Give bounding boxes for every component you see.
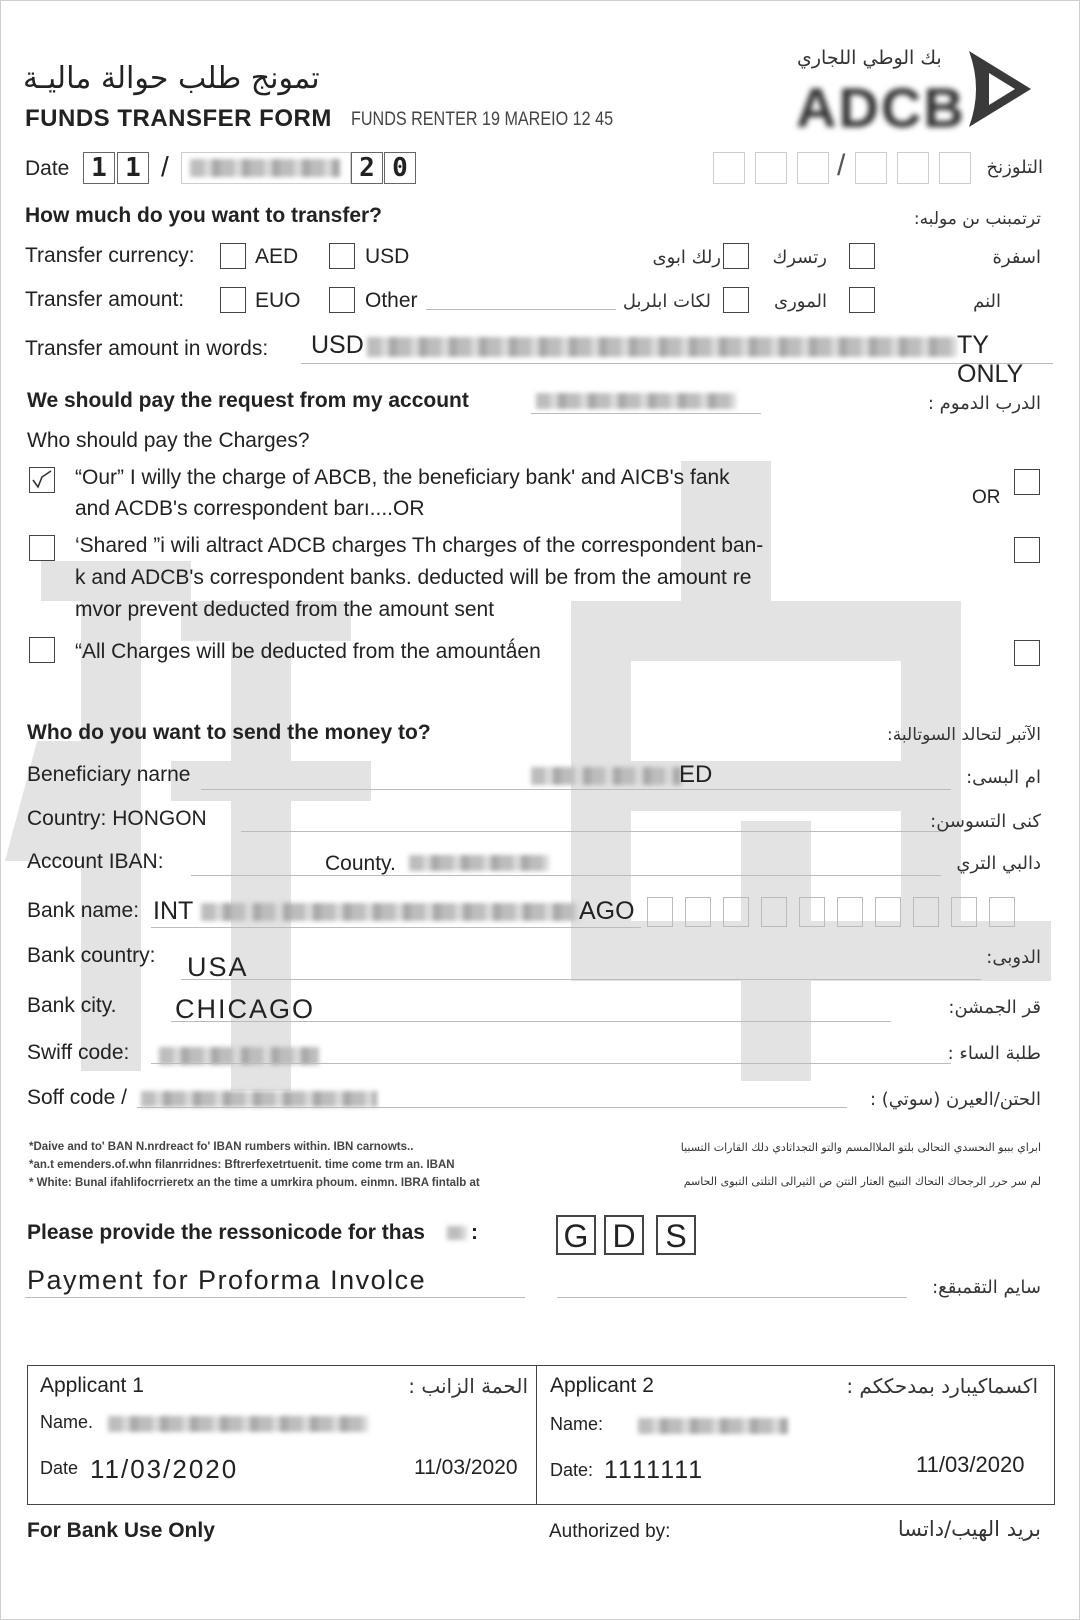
- checkbox-ar-4[interactable]: [849, 287, 875, 313]
- note-en-3: * White: Bunal ifahlifocrrieretx an the time a umrkira phoum. einmn. IBRA fintalb at: [29, 1177, 480, 1189]
- beneficiary-name-visible: ED: [679, 761, 713, 788]
- watermark-shape: [741, 821, 811, 1081]
- reason-code-letter-2[interactable]: D: [604, 1215, 644, 1255]
- charges-question: Who should pay the Charges?: [27, 429, 310, 452]
- beneficiary-name-redacted: [531, 767, 681, 785]
- option-other: Other: [365, 289, 418, 312]
- date-year-digit-2[interactable]: 0: [384, 152, 416, 184]
- reason-code-label: Please provide the ressonicode for thas: [27, 1221, 425, 1244]
- beneficiary-question-arabic: الآتبر لتحالد السوتالبة:: [887, 725, 1041, 745]
- sort-code-line: [137, 1107, 847, 1108]
- beneficiary-name-arabic: ام البسى:: [966, 767, 1041, 788]
- swift-code-arabic: طلبة الساء :: [947, 1043, 1041, 1064]
- applicants-divider: [536, 1366, 537, 1504]
- bank-city-arabic: قر الجمشن:: [948, 997, 1041, 1018]
- option-arabic: المورى: [774, 291, 827, 312]
- option-arabic: رلك ابوى: [652, 247, 721, 268]
- bank-country-label: Bank country:: [27, 944, 156, 967]
- beneficiary-question: Who do you want to send the money to?: [27, 721, 431, 744]
- charges-all-line1: “All Charges will be deducted from the amountǻen: [75, 640, 541, 663]
- date-label: Date: [25, 157, 70, 180]
- ar-date-box: [939, 152, 971, 184]
- applicant-1-title: Applicant 1: [40, 1374, 144, 1397]
- country-label: Country: HONGON: [27, 807, 207, 830]
- bank-country-value: USA: [187, 952, 249, 982]
- ar-date-separator: /: [837, 149, 846, 182]
- checkbox-other[interactable]: [329, 287, 355, 313]
- bank-name-line: [151, 927, 641, 928]
- option-usd: USD: [365, 245, 410, 268]
- date-year-digit-1[interactable]: 2: [351, 152, 383, 184]
- applicant-1-date-value[interactable]: 11/03/2020: [90, 1454, 239, 1484]
- note-ar-1: ابراي بببو النحسدي التحالى بلتو الملاالمسم والتو التجداثادي دلك القارات التسبيا: [680, 1141, 1041, 1154]
- beneficiary-name-line: [201, 789, 951, 790]
- checkbox-charges-our[interactable]: [29, 467, 55, 493]
- adcb-logo: [791, 45, 1041, 139]
- checkbox-usd[interactable]: [329, 243, 355, 269]
- account-line: [531, 413, 761, 414]
- applicant-1-name-redacted: [108, 1416, 368, 1432]
- checkbox-charges-shared-ar[interactable]: [1014, 537, 1040, 563]
- iban-arabic: دالبي التري: [956, 853, 1041, 874]
- checkbox-charges-all[interactable]: [29, 637, 55, 663]
- bank-name-redacted: [201, 903, 581, 921]
- applicant-2-date-right: 11/03/2020: [916, 1452, 1025, 1477]
- ar-date-box: [855, 152, 887, 184]
- bank-city-value: CHICAGO: [175, 994, 316, 1024]
- reason-label-redacted: [447, 1226, 467, 1240]
- option-arabic: رتسرك: [772, 247, 827, 268]
- ar-date-box: [713, 152, 745, 184]
- reason-line-right: [557, 1297, 907, 1298]
- bank-country-arabic: الدوبى:: [986, 947, 1041, 968]
- date-month-redacted: [181, 152, 351, 184]
- applicants-box: [27, 1365, 1055, 1505]
- sort-code-arabic: الحتن/العيرن (سوتي) :: [870, 1089, 1041, 1110]
- charges-shared-line1: ‘Shared ”i wili altract ADCB charges Th charges of the correspondent ban-: [75, 534, 764, 557]
- sort-code-redacted: [141, 1091, 377, 1107]
- bank-country-line: [181, 979, 981, 980]
- transfer-question-arabic: ترتمبنب ىن مولبه:: [913, 209, 1041, 229]
- pay-from-account-question: We should pay the request from my account: [27, 389, 469, 412]
- amount-label: Transfer amount:: [25, 288, 185, 311]
- bank-city-label: Bank city.: [27, 994, 117, 1017]
- bank-name-end: AGO: [579, 897, 635, 925]
- checkbox-ar-3[interactable]: [723, 287, 749, 313]
- date-label-arabic: التلوزنخ: [986, 157, 1043, 178]
- bank-name-start: INT: [153, 897, 194, 925]
- logo-arrow-icon: [961, 45, 1041, 135]
- reason-colon: :: [471, 1221, 478, 1244]
- swift-code-label: Swiff code:: [27, 1041, 130, 1064]
- amount-words-label: Transfer amount in words:: [25, 337, 269, 360]
- applicant-2-date-value[interactable]: 1111111: [604, 1456, 705, 1484]
- applicant-2-title-arabic: اكسماكيبارد بمدحككم :: [846, 1374, 1038, 1398]
- option-aed: AED: [255, 245, 299, 268]
- other-amount-line: [426, 309, 616, 310]
- iban-label: Account IBAN:: [27, 850, 164, 873]
- authorized-by-label: Authorized by:: [549, 1521, 671, 1542]
- logo-text: ADCB: [796, 76, 966, 139]
- transfer-question: How much do you want to transfer?: [25, 204, 383, 227]
- applicant-1-date-label: Date: [40, 1458, 79, 1478]
- checkbox-ar-1[interactable]: [723, 243, 749, 269]
- amount-words-end: TY ONLY: [957, 331, 1024, 388]
- applicant-2-name-redacted: [638, 1418, 788, 1434]
- bank-city-line: [171, 1021, 891, 1022]
- option-arabic: اسفرة: [992, 247, 1041, 268]
- option-arabic: لكات ابلربل: [622, 291, 711, 312]
- note-en-2: *an.t emenders.of.whn filanrridnes: Bftrerfexetrtuenit. time come trm an. IBAN: [29, 1159, 455, 1171]
- bank-name-boxes[interactable]: [647, 897, 1027, 929]
- country-arabic: كنى التسوسن:: [930, 811, 1041, 832]
- applicant-2-title: Applicant 2: [550, 1374, 654, 1397]
- checkbox-euo[interactable]: [220, 287, 246, 313]
- charges-shared-line2: k and ADCB's correspondent banks. deducted will be from the amount re: [75, 566, 752, 589]
- option-arabic: النم: [973, 291, 1001, 312]
- charges-shared-line3: mvor prevent deducted from the amount sent: [75, 598, 495, 621]
- option-euo: EUO: [255, 289, 301, 312]
- amount-words-redacted: [367, 337, 957, 357]
- reason-code-letter-3[interactable]: S: [656, 1215, 696, 1255]
- charges-our-line1: “Our” I willy the charge of ABCB, the beneficiary bank' and AICB's fank: [75, 466, 730, 489]
- date-day-digit-1[interactable]: 1: [83, 152, 115, 184]
- iban-line: [191, 875, 941, 876]
- form-title-arabic: تمونج طلب حوالة ماليـة: [23, 61, 320, 96]
- applicant-1-date-right: 11/03/2020: [414, 1456, 518, 1479]
- ar-date-box: [755, 152, 787, 184]
- sort-code-label: Soff code /: [27, 1086, 128, 1109]
- checkbox-ar-2[interactable]: [849, 243, 875, 269]
- date-day-digit-2[interactable]: 1: [117, 152, 149, 184]
- ar-date-box: [797, 152, 829, 184]
- currency-label: Transfer currency:: [25, 244, 195, 267]
- county-redacted: [409, 855, 549, 871]
- note-ar-2: لم سر حرر الرجحاك التحاك التبيح العتار التتن ص الثيرالى التلتى التبوى الحاسم: [683, 1175, 1041, 1188]
- checkmark-icon: [30, 468, 54, 492]
- checkbox-charges-shared[interactable]: [29, 535, 55, 561]
- account-label-arabic: الدرب الدموم :: [927, 393, 1041, 414]
- date-separator: /: [161, 151, 169, 182]
- swift-code-line: [151, 1063, 951, 1064]
- ar-date-box: [897, 152, 929, 184]
- checkbox-charges-our-ar[interactable]: [1014, 469, 1040, 495]
- logo-arabic-text: بك الوطي اللجاري: [797, 47, 942, 69]
- bank-use-only-label: For Bank Use Only: [27, 1519, 215, 1542]
- applicant-1-title-arabic: الحمة الزانب :: [408, 1374, 528, 1398]
- amount-words-field[interactable]: [301, 329, 1053, 388]
- reason-label-arabic: سايم التقمبقع:: [932, 1277, 1041, 1298]
- applicant-1-name-label: Name.: [40, 1412, 94, 1432]
- authorized-by-arabic: بريد الهيب/داتسا: [897, 1517, 1041, 1541]
- applicant-2-date-label: Date:: [550, 1460, 594, 1480]
- checkbox-charges-all-ar[interactable]: [1014, 640, 1040, 666]
- beneficiary-name-label: Beneficiary narne: [27, 763, 191, 786]
- county-label: County.: [325, 852, 396, 875]
- note-en-1: *Daive and to' BAN N.nrdreact fo' IBAN rumbers within. IBN carnowts..: [29, 1141, 414, 1153]
- checkbox-aed[interactable]: [220, 243, 246, 269]
- reason-value[interactable]: Payment for Proforma Involce: [27, 1265, 427, 1295]
- form-subtitle: FUNDS RENTER 19 MAREIO 12 45: [351, 109, 614, 130]
- reason-line-left: [25, 1297, 525, 1298]
- country-line: [241, 831, 941, 832]
- charges-our-line2: and ACDB's correspondent barı....OR: [75, 497, 425, 520]
- bank-name-label: Bank name:: [27, 899, 140, 922]
- account-number-redacted: [536, 393, 736, 409]
- applicant-2-name-label: Name:: [550, 1414, 604, 1434]
- reason-code-letter-1[interactable]: G: [556, 1215, 596, 1255]
- form-title: FUNDS TRANSFER FORM: [25, 105, 332, 132]
- amount-words-start: USD: [311, 331, 364, 359]
- or-label: OR: [972, 487, 1001, 508]
